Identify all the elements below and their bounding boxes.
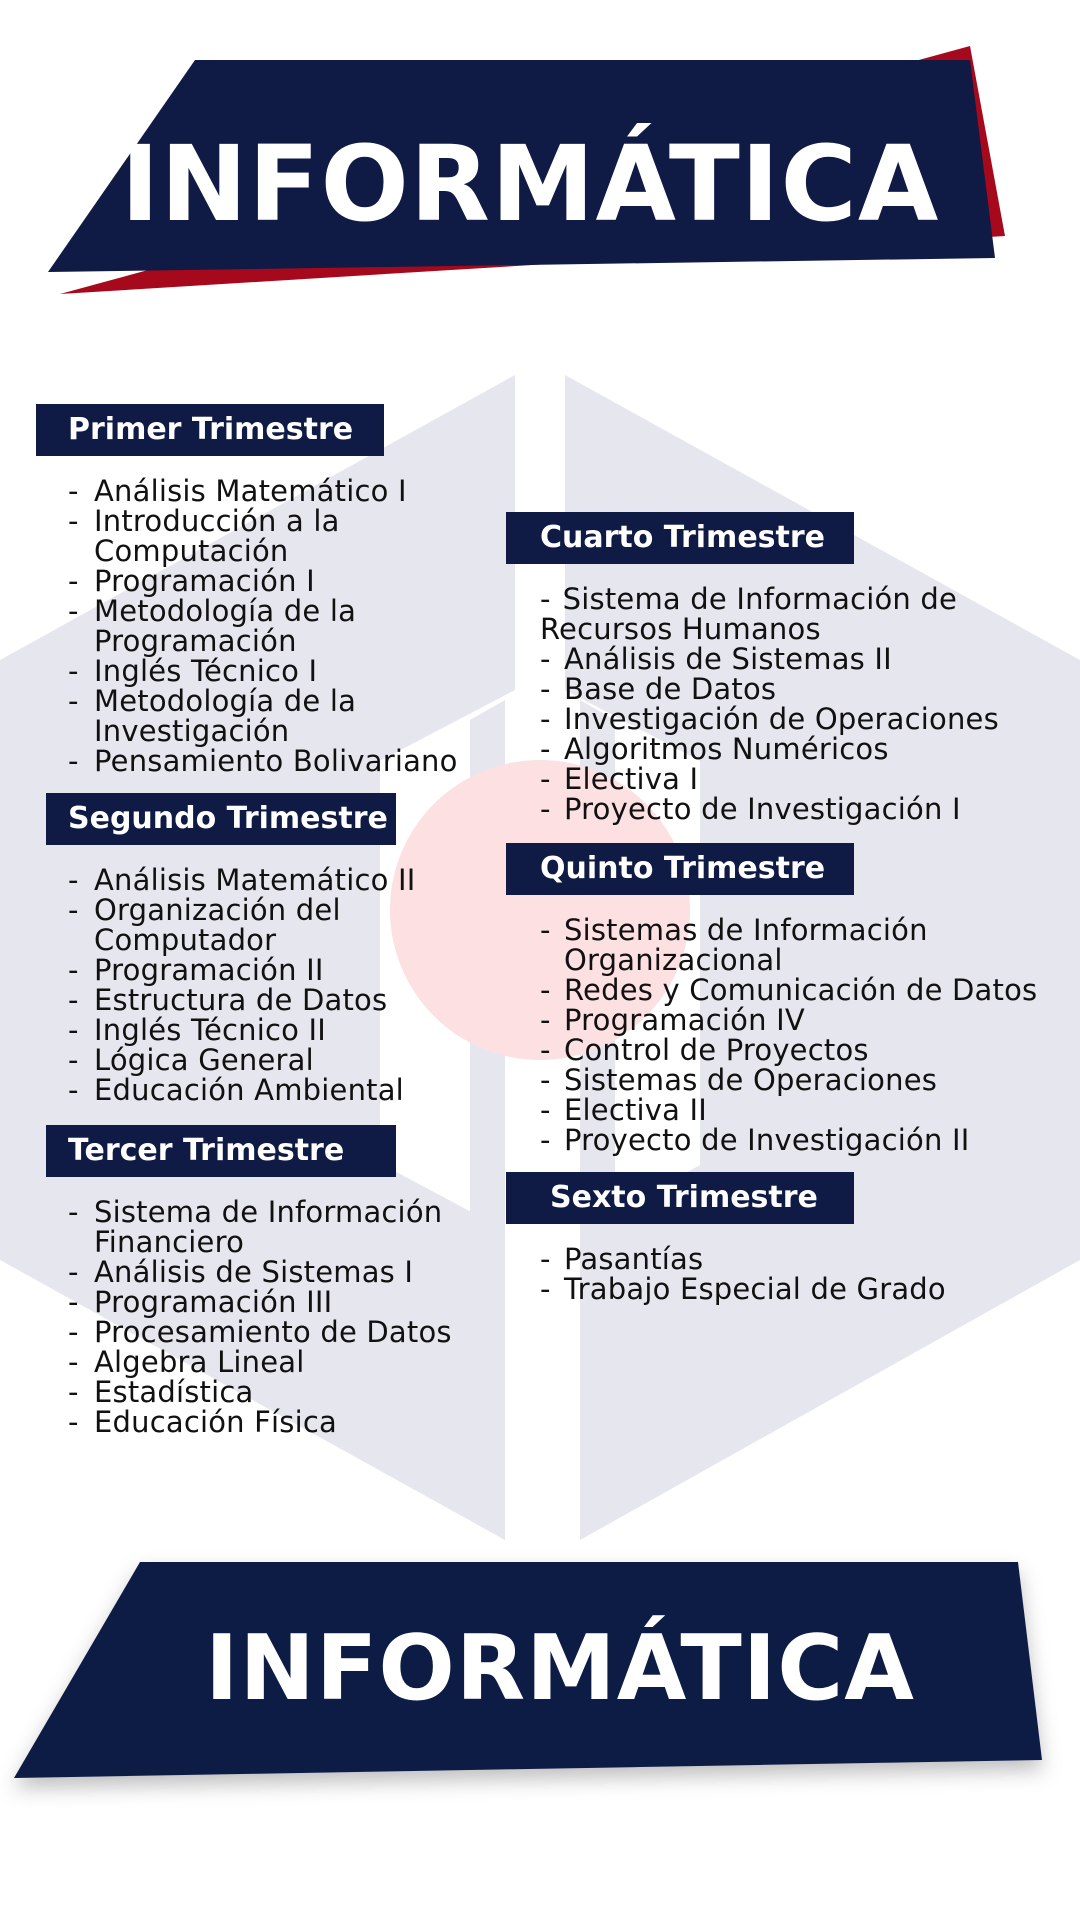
list-item: - Electiva II (540, 1093, 708, 1127)
list-item: - Procesamiento de Datos (68, 1315, 452, 1349)
list-item: - Introducción a la Computación (68, 504, 340, 568)
top-banner-title: INFORMÁTICA (120, 123, 940, 245)
list-item: - Algebra Lineal (68, 1345, 305, 1379)
section-header: Cuarto Trimestre (506, 512, 854, 564)
list-item: - Análisis Matemático II (68, 863, 416, 897)
section-header: Quinto Trimestre (506, 843, 854, 895)
list-item: - Investigación de Operaciones (540, 702, 999, 736)
course-list (540, 915, 1080, 1155)
list-item: - Metodología de la Investigación (68, 684, 357, 748)
list-item: - Estructura de Datos (68, 983, 388, 1017)
bottom-banner (10, 1560, 1050, 1790)
list-item: - Metodología de la Programación (68, 594, 357, 658)
list-item: - Educación Física (68, 1405, 337, 1439)
list-item: - Programación III (68, 1285, 333, 1319)
list-item: - Programación II (68, 953, 324, 987)
list-item: - Redes y Comunicación de Datos (540, 973, 1038, 1007)
list-item: - Organización del Computador (68, 893, 341, 957)
list-item: - Análisis Matemático I (68, 474, 407, 508)
list-item: - Proyecto de Investigación II (540, 1123, 970, 1157)
course-list (66, 865, 496, 1105)
list-item: - Sistema de Información Financiero (68, 1195, 443, 1259)
list-item: - Pensamiento Bolivariano (68, 744, 458, 778)
list-item: - Programación I (68, 564, 315, 598)
section-header: Primer Trimestre (36, 404, 384, 456)
list-item: - Trabajo Especial de Grado (540, 1272, 946, 1306)
list-item: - Análisis de Sistemas II (540, 642, 892, 676)
section-header: Sexto Trimestre (506, 1172, 854, 1224)
list-item: - Lógica General (68, 1043, 314, 1077)
course-list (66, 1197, 496, 1437)
list-item: - Base de Datos (540, 672, 777, 706)
section-header: Segundo Trimestre (46, 793, 396, 845)
list-item: - Proyecto de Investigación I (540, 792, 961, 826)
section-header: Tercer Trimestre (46, 1125, 396, 1177)
list-item: - Pasantías (540, 1242, 704, 1276)
list-item: - Análisis de Sistemas I (68, 1255, 414, 1289)
course-list (66, 476, 496, 776)
list-item: - Electiva I (540, 762, 699, 796)
top-banner (40, 36, 1020, 306)
list-item: - Inglés Técnico I (68, 654, 318, 688)
list-item: - Sistema de Información de Recursos Humanos (540, 582, 958, 646)
list-item: - Sistemas de Información Organizacional (540, 913, 928, 977)
list-item: - Estadística (68, 1375, 254, 1409)
course-list (540, 584, 1080, 824)
list-item: - Educación Ambiental (68, 1073, 404, 1107)
list-item: - Inglés Técnico II (68, 1013, 326, 1047)
course-list (540, 1244, 1080, 1304)
bottom-banner-title: INFORMÁTICA (205, 1616, 915, 1721)
list-item: - Sistemas de Operaciones (540, 1063, 938, 1097)
list-item: - Algoritmos Numéricos (540, 732, 889, 766)
list-item: - Control de Proyectos (540, 1033, 869, 1067)
list-item: - Programación IV (540, 1003, 805, 1037)
